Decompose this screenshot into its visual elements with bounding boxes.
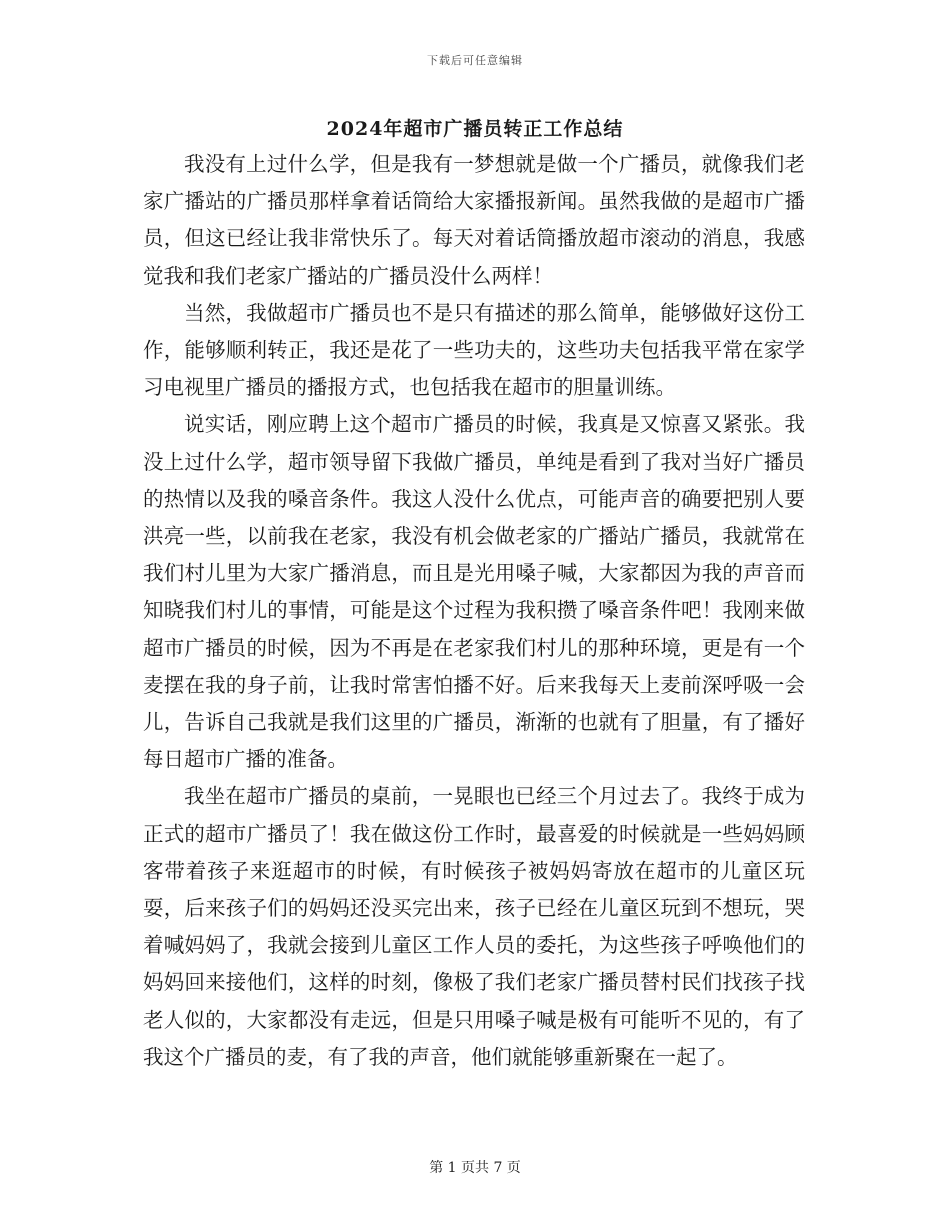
paragraph-2: 当然，我做超市广播员也不是只有描述的那么简单，能够做好这份工作，能够顺利转正，我还是花了一些功夫的，这些功夫包括我平常在家学习电视里广播员的播报方式，也包括我在超市的胆量训练。 — [143, 300, 805, 400]
document-title: 2024年超市广播员转正工作总结 — [326, 118, 624, 140]
document-body — [143, 146, 805, 1076]
paragraph-4: 我坐在超市广播员的桌前，一晃眼也已经三个月过去了。我终于成为正式的超市广播员了！我在做这份工作时，最喜爱的时候就是一些妈妈顾客带着孩子来逛超市的时候，有时候孩子被妈妈寄放在超市的儿童区玩耍，后来孩子们的妈妈还没买完出来，孩子已经在儿童区玩到不想玩，哭着喊妈妈了，我就会接到儿童区工作人员的委托，为这些孩子呼唤他们的妈妈回来接他们，这样的时刻，像极了我们老家广播员替村民们找孩子找老人似的，大家都没有走远，但是只用嗓子喊是极有可能听不见的，有了我这个广播员的麦，有了我的声音，他们就能够重新聚在一起了。 — [143, 784, 805, 1069]
paragraph-1: 我没有上过什么学，但是我有一梦想就是做一个广播员，就像我们老家广播站的广播员那样拿着话筒给大家播报新闻。虽然我做的是超市广播员，但这已经让我非常快乐了。每天对着话筒播放超市滚动的消息，我感觉我和我们老家广播站的广播员没什么两样！ — [143, 152, 805, 288]
paragraph-3: 说实话，刚应聘上这个超市广播员的时候，我真是又惊喜又紧张。我没上过什么学，超市领导留下我做广播员，单纯是看到了我对当好广播员的热情以及我的嗓音条件。我这人没什么优点，可能声音的确要把别人要洪亮一些，以前我在老家，我没有机会做老家的广播站广播员，我就常在我们村儿里为大家广播消息，而且是光用嗓子喊，大家都因为我的声音而知晓我们村儿的事情，可能是这个过程为我积攒了嗓音条件吧！我刚来做超市广播员的时候，因为不再是在老家我们村儿的那种环境，更是有一个麦摆在我的身子前，让我时常害怕播不好。后来我每天上麦前深呼吸一会儿，告诉自己我就是我们这里的广播员，渐渐的也就有了胆量，有了播好每日超市广播的准备。 — [143, 412, 805, 772]
header-note: 下载后可任意编辑 — [427, 54, 523, 67]
page-number: 第 1 页共 7 页 — [429, 1160, 521, 1176]
